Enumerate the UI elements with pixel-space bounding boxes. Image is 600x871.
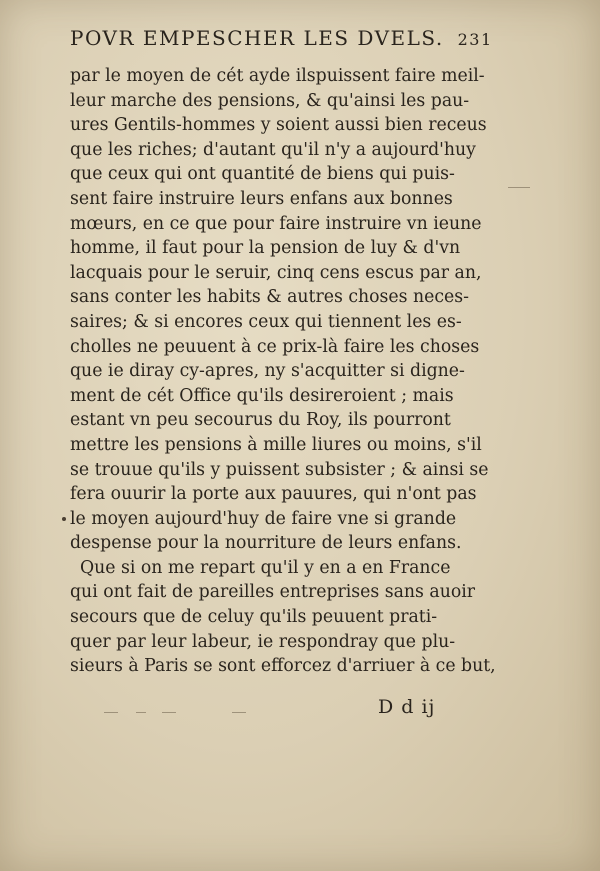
page-number: 231: [457, 30, 493, 49]
text-line: mettre les pensions à mille liures ou moins, s'il: [70, 434, 482, 455]
text-line: sans conter les habits & autres choses neces-: [70, 287, 469, 308]
margin-dash: [508, 187, 530, 188]
text-line: que les riches; d'autant qu'il n'y a aujourd'huy: [70, 139, 476, 160]
text-line: lacquais pour le seruir, cinq cens escus par an,: [70, 262, 482, 283]
signature-mark: D d ij: [378, 696, 436, 718]
text-line: se trouue qu'ils y puissent subsister ; & ainsi se: [70, 459, 489, 480]
text-body: [70, 64, 520, 679]
text-line: ures Gentils-hommes y soient aussi bien receus: [70, 115, 487, 136]
text-line: cholles ne peuuent à ce prix-là faire les choses: [70, 336, 480, 357]
text-line: mœurs, en ce que pour faire instruire vn ieune: [70, 213, 482, 234]
rule-dash: [232, 712, 246, 713]
text-line: leur marche des pensions, & qu'ainsi les pau-: [70, 90, 470, 111]
text-line: sieurs à Paris se sont efforcez d'arriuer à ce but,: [70, 656, 496, 677]
text-line: qui ont fait de pareilles entreprises sans auoir: [70, 582, 476, 603]
text-line: par le moyen de cét ayde ilspuissent faire meil-: [70, 66, 485, 86]
rule-dash: [162, 712, 176, 713]
paragraph-start-line: Que si on me repart qu'il y en a en France: [80, 557, 451, 578]
text-line: ment de cét Office qu'ils desireroient ; mais: [70, 385, 454, 406]
rule-dash: [136, 712, 146, 713]
text-line: despense pour la nourriture de leurs enfans.: [70, 533, 462, 554]
text-line: que ceux qui ont quantité de biens qui puis-: [70, 164, 455, 185]
text-line: le moyen aujourd'huy de faire vne si grande: [70, 508, 457, 529]
running-header: [70, 26, 540, 50]
text-line: fera ouurir la porte aux pauures, qui n'ont pas: [70, 484, 477, 505]
text-line: secours que de celuy qu'ils peuuent prati-: [70, 607, 438, 628]
text-line: sent faire instruire leurs enfans aux bonnes: [70, 188, 453, 209]
text-line: homme, il faut pour la pension de luy & d'vn: [70, 238, 461, 259]
text-line: saires; & si encores ceux qui tiennent les es-: [70, 311, 462, 332]
margin-dot: [62, 517, 66, 521]
text-line: estant vn peu secourus du Roy, ils pourront: [70, 410, 451, 431]
rule-dash: [104, 712, 118, 713]
running-title: POVR EMPESCHER LES DVELS.: [70, 26, 444, 50]
text-line: quer par leur labeur, ie respondray que plu-: [70, 631, 456, 652]
text-line: que ie diray cy-apres, ny s'acquitter si digne-: [70, 361, 465, 382]
